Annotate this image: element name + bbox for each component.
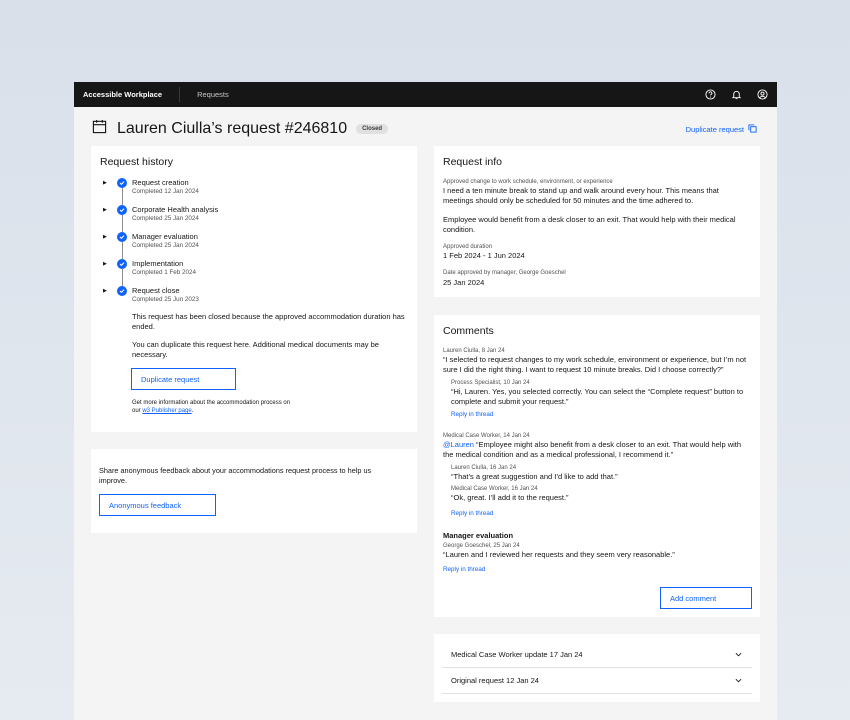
brand-name[interactable]: Accessible Workplace (83, 87, 180, 102)
checkmark-icon (117, 232, 127, 242)
chevron-down-icon (735, 676, 742, 685)
step-date: Completed 25 Jan 2024 (132, 242, 199, 249)
page-header (92, 118, 757, 140)
change-text-1: I need a ten minute break to stand up and walk around every hour. This means that meetings should only be scheduled for 50 minutes and the time adhered to. (443, 186, 719, 205)
reply-in-thread-link[interactable]: Reply in thread (451, 411, 494, 418)
comments-heading: Comments (443, 325, 494, 337)
request-info-heading: Request info (443, 156, 502, 168)
info-text (132, 399, 332, 415)
checkmark-icon (117, 205, 127, 215)
page-title: Lauren Ciulla’s request #246810 (117, 120, 348, 137)
user-icon[interactable] (756, 89, 768, 101)
comment-text: “Lauren and I reviewed her requests and they seem very reasonable.” (443, 550, 675, 559)
comment-meta: George Goeschel, 25 Jan 24 (443, 543, 520, 549)
comment-text (443, 440, 743, 460)
reply-meta: Lauren Ciulla, 16 Jan 24 (451, 465, 517, 471)
comment-text: “I selected to request changes to my work schedule, environment or experience, but I’m not sure I did the right thing. I want to request 10 minute breaks. Did I choose correctly?” (443, 355, 747, 374)
history-step[interactable] (100, 286, 410, 313)
accordion-item[interactable] (442, 642, 752, 668)
duration-label: Approved duration (443, 244, 493, 250)
mention-link[interactable]: @Lauren (443, 440, 474, 449)
copy-icon (748, 124, 757, 135)
step-connector (122, 242, 123, 259)
comment-meta: Lauren Ciulla, 8 Jan 24 (443, 348, 505, 354)
closed-message: This request has been closed because the approved accommodation duration has ended. (132, 312, 405, 331)
calendar-icon (92, 119, 107, 139)
history-step[interactable] (100, 232, 410, 259)
manager-evaluation-heading: Manager evaluation (443, 531, 514, 540)
help-icon[interactable] (704, 89, 716, 101)
reply-text: “That’s a great suggestion and I’d like to add that.” (451, 472, 618, 481)
step-date: Completed 25 Jun 2023 (132, 296, 199, 303)
step-date: Completed 25 Jan 2024 (132, 215, 199, 222)
caret-right-icon[interactable]: ▶ (103, 180, 107, 186)
updates-accordion-card (434, 634, 760, 702)
checkmark-icon (117, 178, 127, 188)
approved-value: 25 Jan 2024 (443, 278, 485, 287)
comment-meta: Medical Case Worker, 14 Jan 24 (443, 433, 530, 439)
step-connector (122, 215, 123, 232)
approved-label: Date approved by manager, George Goeschel (443, 270, 566, 276)
caret-right-icon[interactable]: ▶ (103, 261, 107, 267)
step-connector (122, 269, 123, 286)
anonymous-feedback-button[interactable]: Anonymous feedback (99, 494, 216, 516)
request-history-card (91, 146, 417, 432)
change-label: Approved change to work schedule, environment, or experience (443, 179, 613, 185)
chevron-down-icon (735, 650, 742, 659)
caret-right-icon[interactable]: ▶ (103, 288, 107, 294)
duration-value: 1 Feb 2024 - 1 Jun 2024 (443, 251, 525, 260)
duplicate-request-link[interactable] (686, 124, 757, 135)
step-name: Request close (132, 286, 180, 295)
comment-body: “Employee might also benefit from a desk closer to an exit. That would help with the medical condition and as a medical professional, I recommend it.” (443, 440, 742, 459)
reply-text: “Ok, great. I’ll add it to the request.” (451, 493, 569, 502)
reply-meta: Process Specialist, 10 Jan 24 (451, 380, 530, 386)
step-connector (122, 188, 123, 205)
duplicate-request-label: Duplicate request (685, 124, 744, 134)
comments-card (434, 315, 760, 617)
reply-meta: Medical Case Worker, 16 Jan 24 (451, 486, 538, 492)
reply-text: “Hi, Lauren. Yes, you selected correctly. You can select the “Complete request” button to complete and submit your request.” (451, 387, 744, 406)
history-step[interactable] (100, 205, 410, 232)
status-badge: Closed (356, 124, 388, 134)
feedback-text: Share anonymous feedback about your accommodations request process to help us improve. (99, 466, 372, 485)
notification-icon[interactable] (730, 89, 742, 101)
caret-right-icon[interactable]: ▶ (103, 234, 107, 240)
step-date: Completed 1 Feb 2024 (132, 269, 197, 276)
top-navigation-bar (74, 82, 777, 107)
feedback-card (91, 449, 417, 533)
info-suffix: . (191, 408, 194, 414)
accordion-item-label: Medical Case Worker update 17 Jan 24 (451, 650, 583, 659)
change-text-2: Employee would benefit from a desk closer to an exit. That would help with their medical condition. (443, 215, 736, 234)
request-info-card (434, 146, 760, 297)
checkmark-icon (117, 259, 127, 269)
info-text-line: Get more information about the accommodation process on (132, 400, 291, 406)
w3-publisher-link[interactable]: w3 Publisher page (142, 408, 192, 414)
step-name: Implementation (132, 259, 184, 268)
step-name: Corporate Health analysis (132, 205, 219, 214)
request-history-heading: Request history (100, 156, 173, 168)
accordion-item-label: Original request 12 Jan 24 (451, 676, 539, 685)
reply-in-thread-link[interactable]: Reply in thread (451, 510, 494, 517)
caret-right-icon[interactable]: ▶ (103, 207, 107, 213)
add-comment-button[interactable]: Add comment (660, 587, 752, 609)
history-step[interactable] (100, 259, 410, 286)
reply-in-thread-link[interactable]: Reply in thread (443, 566, 486, 573)
app-window (74, 82, 777, 720)
history-step[interactable] (100, 178, 410, 205)
step-date: Completed 12 Jan 2024 (132, 188, 199, 195)
checkmark-icon (117, 286, 127, 296)
nav-requests-link[interactable]: Requests (197, 90, 229, 99)
duplicate-message: You can duplicate this request here. Additional medical documents may be necessary. (132, 340, 379, 359)
step-name: Manager evaluation (132, 232, 198, 241)
info-prefix: our (132, 408, 141, 414)
history-steps (100, 178, 410, 313)
accordion-item[interactable] (442, 668, 752, 694)
step-name: Request creation (132, 178, 189, 187)
duplicate-request-button[interactable]: Duplicate request (131, 368, 236, 390)
